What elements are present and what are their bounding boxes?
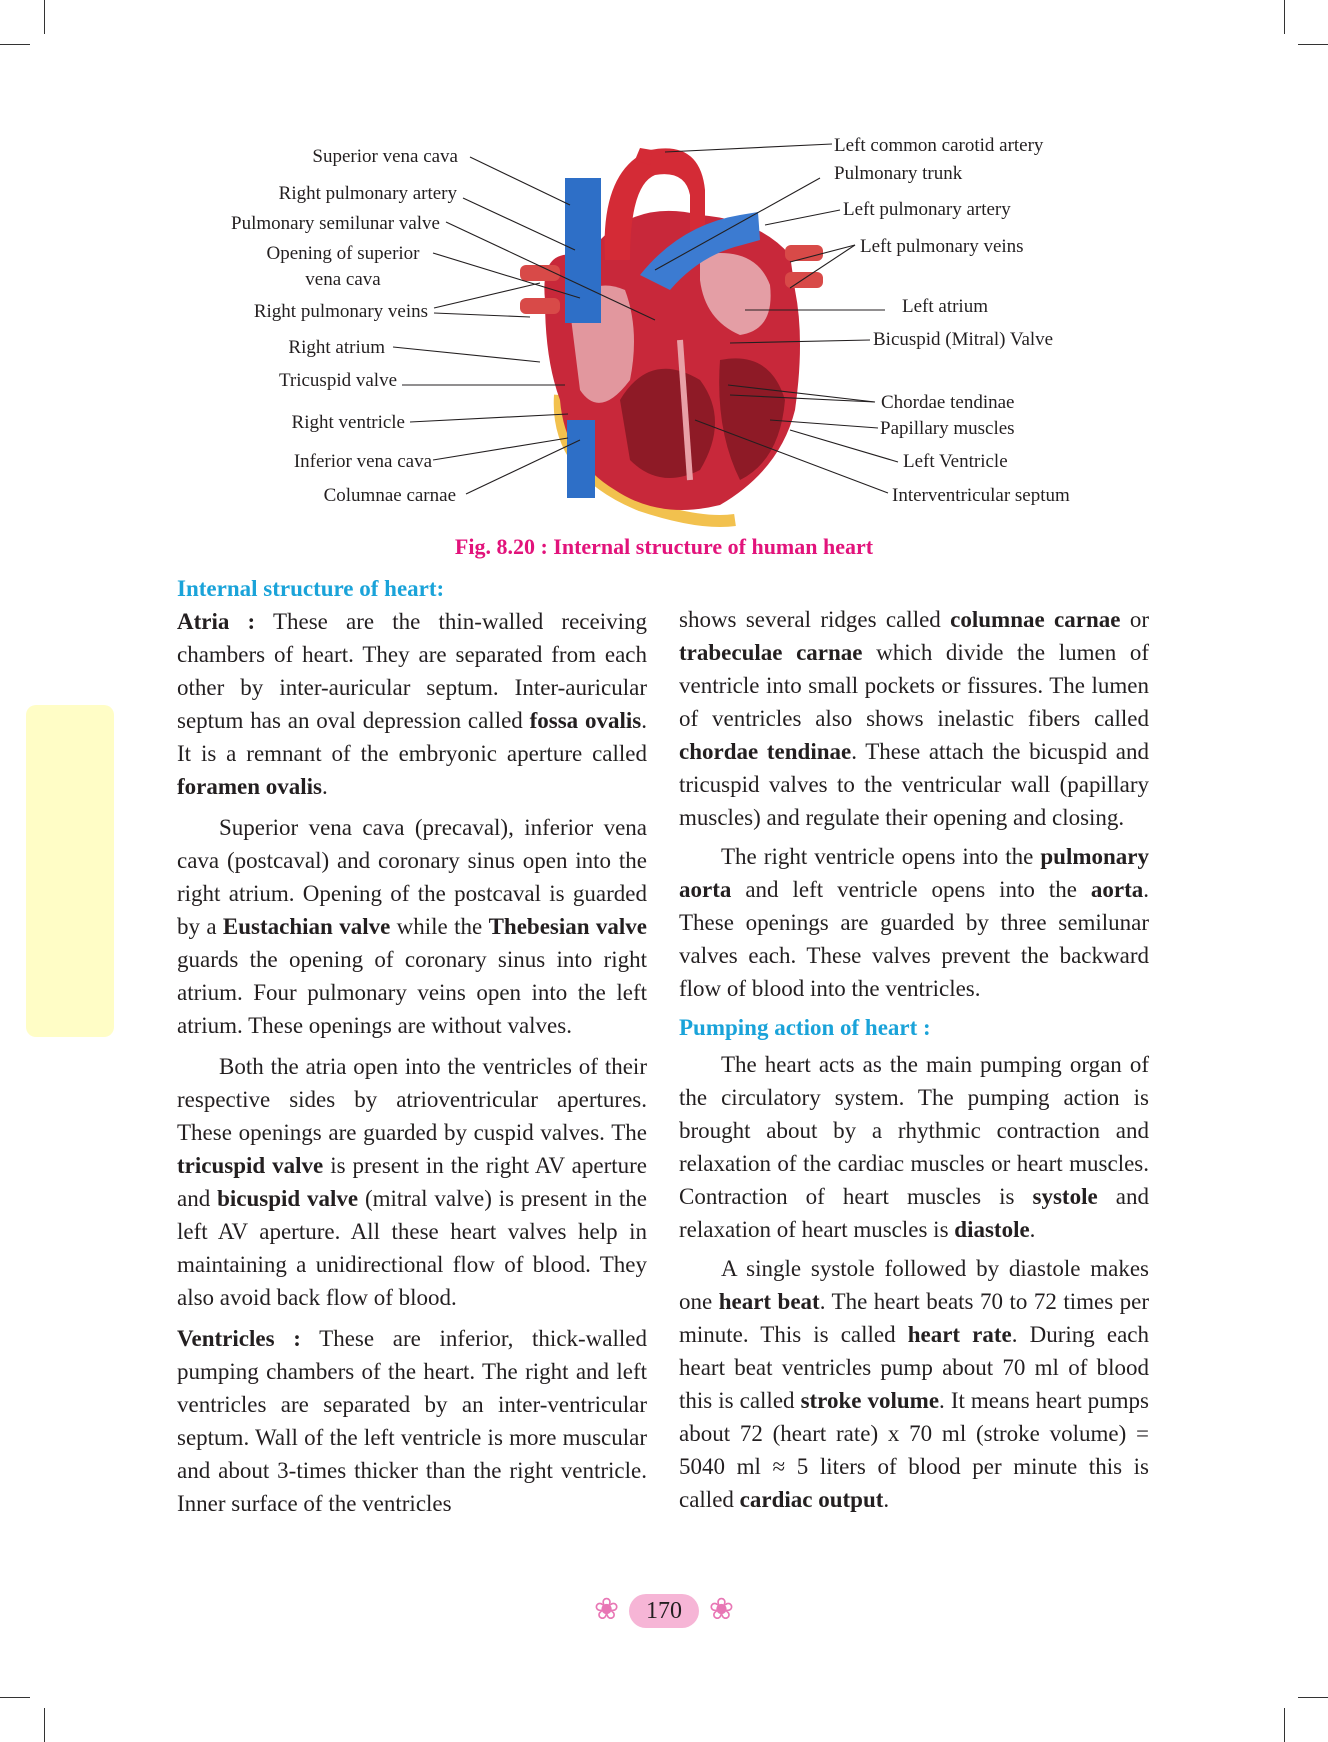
label-right-atrium: Right atrium [288,337,385,358]
term-ventricles: Ventricles : [177,1326,301,1351]
label-right-pulmonary-veins: Right pulmonary veins [253,301,428,322]
term-stroke-volume: stroke volume [800,1388,940,1413]
label-pulmonary-trunk: Pulmonary trunk [834,163,963,184]
paragraph-av-apertures: Both the atria open into the ventricles of their respective sides by atrioventricular apertures. These openings are guarded by cuspid valves. The tricuspid valve is present in the right AV aperture and bicuspid valve (mitral valve) is present in the left AV aperture. All these heart valves help in maintaining a unidirectional flow of blood. They also avoid back flow of blood. [177,1054,647,1310]
paragraph-ventricles: Ventricles : These are inferior, thick-walled pumping chambers of the heart. The right and left ventricles are separated by an inter-ventricular septum. Wall of the left ventricle is more muscular and about 3-times thicker than the right ventricle. Inner surface of the ventricles [177,1326,647,1516]
term-pulmonary-aorta: pulmonary aorta [679,844,1149,902]
paragraph-pumping: The heart acts as the main pumping organ of the circulatory system. The pumping action is brought about by a rhythmic contraction and relaxation of the cardiac muscles or heart muscles. Contraction of heart muscles is systole and relaxation of heart muscles is diastole. [679,1052,1149,1242]
label-opening-superior: Opening of superior [266,243,420,264]
label-papillary-muscles: Papillary muscles [880,418,1015,439]
term-atria: Atria : [177,609,256,634]
term-cardiac-output: cardiac output [739,1487,884,1512]
term-foramen-ovalis: foramen ovalis [177,774,323,799]
label-left-ventricle: Left Ventricle [903,451,1008,472]
flower-ornament-icon: ❀ [708,1593,734,1626]
heart-illustration [520,148,823,521]
page-number: 170 [629,1594,699,1628]
label-chordae-tendinae: Chordae tendinae [881,392,1015,413]
margin-tab [26,705,114,1037]
label-inferior-vena-cava: Inferior vena cava [293,451,432,472]
label-vena-cava: vena cava [305,269,381,290]
label-left-atrium: Left atrium [902,296,988,317]
label-right-ventricle: Right ventricle [291,412,405,433]
label-superior-vena-cava: Superior vena cava [312,146,458,167]
term-chordae-tendinae: chordae tendinae [679,739,852,764]
label-pulmonary-semilunar-valve: Pulmonary semilunar valve [231,213,440,234]
figure-caption: Fig. 8.20 : Internal structure of human heart [454,534,874,559]
term-systole: systole [1032,1184,1098,1209]
term-aorta: aorta [1090,877,1144,902]
label-interventricular-septum: Interventricular septum [892,485,1070,506]
right-column [679,603,1149,1516]
page-number-badge [594,1592,734,1632]
term-eustachian-valve: Eustachian valve [222,914,391,939]
labels-right [834,135,1070,506]
term-tricuspid-valve: tricuspid valve [177,1153,324,1178]
paragraph-vena-cava: Superior vena cava (precaval), inferior vena cava (postcaval) and coronary sinus open into the right atrium. Opening of the postcaval is guarded by a Eustachian valve while the Thebesian valve guards the opening of coronary sinus into right atrium. Four pulmonary veins open into the left atrium. These openings are without valves. [177,815,648,1038]
term-heart-beat: heart beat [718,1289,820,1314]
section-heading-internal-structure: Internal structure of heart: [177,576,445,601]
label-left-pulmonary-veins: Left pulmonary veins [860,236,1024,257]
term-columnae-carnae: columnae carnae [950,607,1121,632]
term-trabeculae-carnae: trabeculae carnae [679,640,863,665]
crop-mark [44,1708,45,1742]
labels-left [231,146,459,506]
term-thebesian-valve: Thebesian valve [488,914,648,939]
label-left-common-carotid-artery: Left common carotid artery [834,135,1044,156]
label-columnae-carnae: Columnae carnae [323,485,456,506]
paragraph-atria: Atria : These are the thin-walled receiving chambers of heart. They are separated from each other by inter-auricular septum. Inter-auricular septum has an oval depression called fossa ovalis. It is a remnant of the embryonic aperture called foramen ovalis. [177,609,647,799]
label-left-pulmonary-artery: Left pulmonary artery [843,199,1011,220]
label-right-pulmonary-artery: Right pulmonary artery [278,183,457,204]
crop-mark [1284,1708,1285,1742]
flower-ornament-icon: ❀ [594,1593,620,1626]
term-heart-rate: heart rate [907,1322,1012,1347]
term-diastole: diastole [954,1217,1030,1242]
heart-diagram [0,0,1328,560]
section-heading-pumping-action: Pumping action of heart : [679,1015,931,1040]
crop-mark [1298,1697,1328,1698]
paragraph-heart-beat: A single systole followed by diastole makes one heart beat. The heart beats 70 to 72 times per minute. This is called heart rate. During each heart beat ventricles pump about 70 ml of blood this is called stroke volume. It means heart pumps about 72 (heart rate) x 70 ml (stroke volume) = 5040 ml ≈ 5 liters of blood per minute this is called cardiac output. [679,1256,1150,1512]
term-bicuspid-valve: bicuspid valve [217,1186,359,1211]
crop-mark [0,1697,30,1698]
paragraph-columnae: shows several ridges called columnae carnae or trabeculae carnae which divide the lumen of ventricle into small pockets or fissures. The lumen of ventricles also shows inelastic fibers called chordae tendinae. These attach the bicuspid and tricuspid valves to the ventricular wall (papillary muscles) and regulate their opening and closing. [679,607,1149,830]
label-tricuspid-valve: Tricuspid valve [278,370,397,391]
label-bicuspid-valve: Bicuspid (Mitral) Valve [873,329,1054,350]
left-column [177,572,647,1520]
term-fossa-ovalis: fossa ovalis [529,708,642,733]
paragraph-ventricle-openings: The right ventricle opens into the pulmonary aorta and left ventricle opens into the aorta. These openings are guarded by three semilunar valves each. These valves prevent the backward flow of blood into the ventricles. [679,844,1149,1001]
